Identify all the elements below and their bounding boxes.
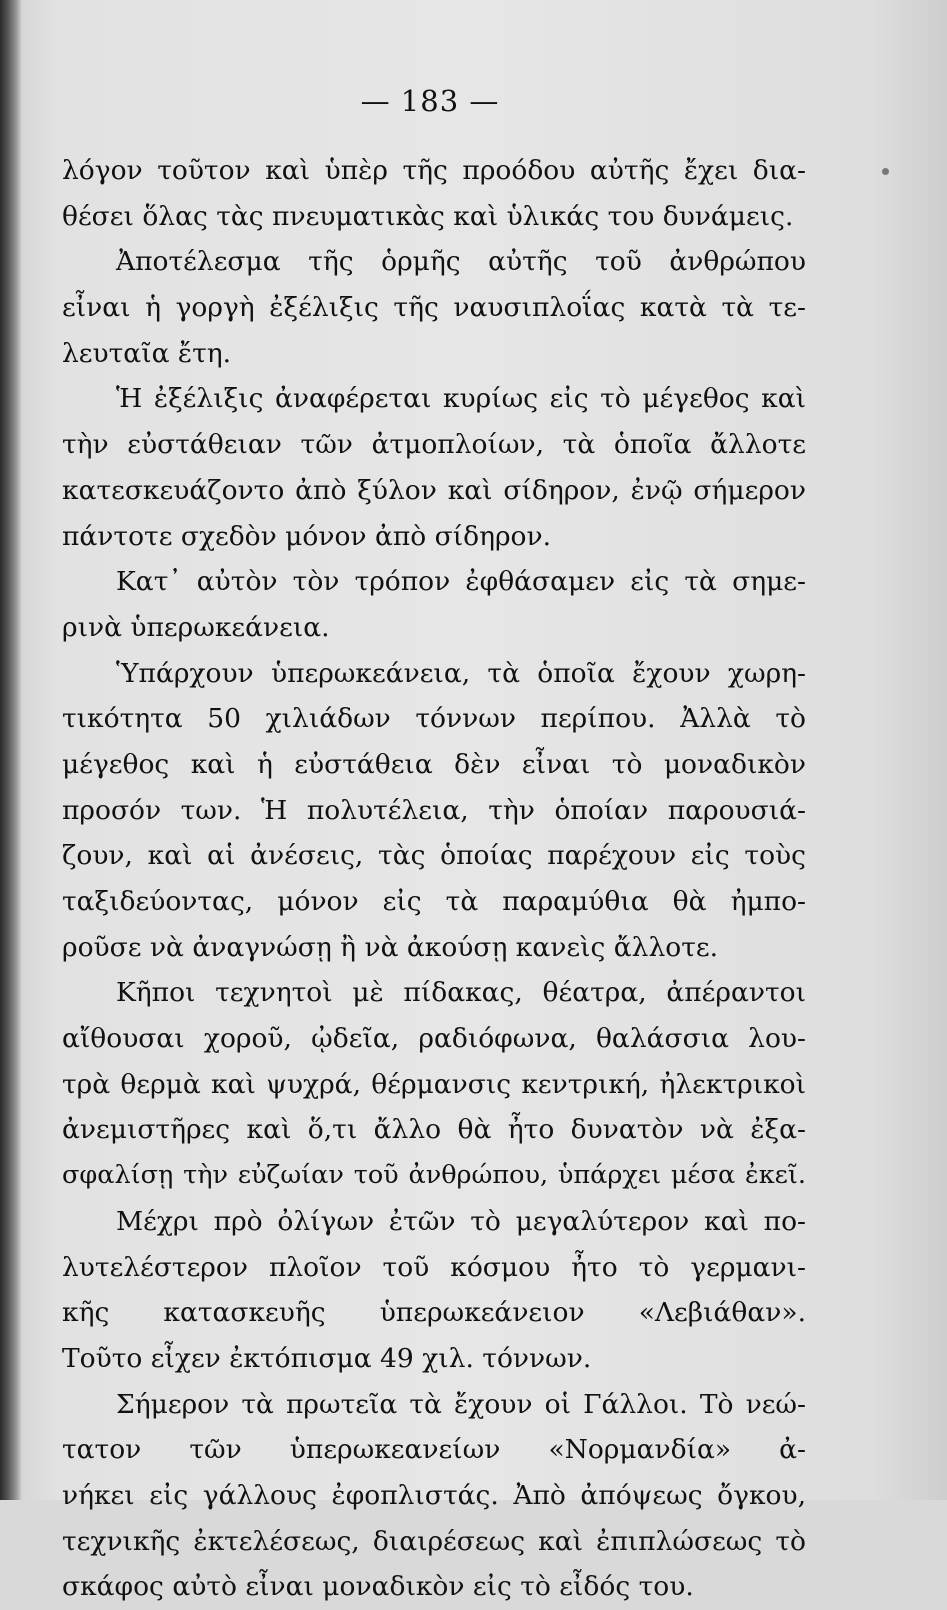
text-line: εἶναι ἡ γοργὴ ἐξέλιξις τῆς ναυσιπλοΐας κατὰ τὰ τε-: [62, 292, 806, 324]
text-line: ροῦσε νὰ ἀναγνώσῃ ἢ νὰ ἀκούσῃ κανεὶς ἄλλοτε.: [62, 931, 719, 963]
body-text: [62, 148, 806, 1610]
text-line: ταξιδεύοντας, μόνον εἰς τὰ παραμύθια θὰ ἠμπο-: [62, 886, 806, 917]
text-line: τρὰ θερμὰ καὶ ψυχρά, θέρμανσις κεντρική, ἠλεκτρικοὶ: [62, 1068, 806, 1100]
text-line: Μέχρι πρὸ ὀλίγων ἐτῶν τὸ μεγαλύτερον καὶ πο-: [116, 1205, 806, 1237]
text-line: τὴν εὐστάθειαν τῶν ἀτμοπλοίων, τὰ ὁποῖα ἄλλοτε: [62, 429, 806, 461]
text-line: αἴθουσαι χοροῦ, ᾠδεῖα, ραδιόφωνα, θαλάσσια λου-: [62, 1023, 806, 1055]
text-line: μέγεθος καὶ ἡ εὐστάθεια δὲν εἶναι τὸ μοναδικὸν: [62, 748, 806, 780]
text-line: Ὑπάρχουν ὑπερωκεάνεια, τὰ ὁποῖα ἔχουν χωρη-: [116, 657, 806, 689]
text-line: ζουν, καὶ αἱ ἀνέσεις, τὰς ὁποίας παρέχουν εἰς τοὺς: [62, 840, 806, 872]
text-line: λυτελέστερον πλοῖον τοῦ κόσμου ἦτο τὸ γερμανι-: [62, 1251, 806, 1283]
text-line: προσόν των. Ἡ πολυτέλεια, τὴν ὁποίαν παρουσιά-: [62, 794, 806, 826]
text-line: τεχνικῆς ἐκτελέσεως, διαιρέσεως καὶ ἐπιπλώσεως τὸ: [62, 1525, 806, 1557]
text-line: Κατ᾿ αὐτὸν τὸν τρόπον ἐφθάσαμεν εἰς τὰ σημε-: [116, 566, 806, 598]
text-line: νήκει εἰς γάλλους ἐφοπλιστάς. Ἀπὸ ἀπόψεως ὄγκου,: [62, 1479, 806, 1511]
text-line: τατον τῶν ὑπερωκεανείων «Νορμανδία» ἀ-: [62, 1434, 806, 1466]
text-line: κῆς κατασκευῆς ὑπερωκεάνειον «Λεβιάθαν».: [62, 1297, 806, 1329]
text-line: λόγον τοῦτον καὶ ὑπὲρ τῆς προόδου αὐτῆς ἔχει δια-: [62, 155, 806, 186]
text-line: τικότητα 50 χιλιάδων τόννων περίπου. Ἀλλὰ τὸ: [62, 703, 806, 735]
text-line: κατεσκευάζοντο ἀπὸ ξύλον καὶ σίδηρον, ἐνῷ σήμερον: [62, 474, 806, 506]
text-line: Κῆποι τεχνητοὶ μὲ πίδακας, θέατρα, ἀπέραντοι: [116, 977, 806, 1009]
text-line: Τοῦτο εἶχεν ἐκτόπισμα 49 χιλ. τόννων.: [62, 1342, 592, 1374]
text-line: πάντοτε σχεδὸν μόνον ἀπὸ σίδηρον.: [62, 520, 552, 552]
text-line: ἀνεμιστῆρες καὶ ὅ,τι ἄλλο θὰ ἦτο δυνατὸν νὰ ἐξα-: [62, 1114, 806, 1146]
text-line: Σήμερον τὰ πρωτεῖα τὰ ἔχουν οἱ Γάλλοι. Τὸ νεώ-: [116, 1388, 806, 1420]
text-line: σφαλίσῃ τὴν εὐζωίαν τοῦ ἀνθρώπου, ὑπάρχει μέσα ἐκεῖ.: [62, 1160, 806, 1191]
text-line: ρινὰ ὑπερωκεάνεια.: [62, 611, 330, 643]
page-speck: [882, 168, 889, 175]
text-line: θέσει ὅλας τὰς πνευματικὰς καὶ ὑλικάς του δυνάμεις.: [62, 200, 794, 232]
text-line: λευταῖα ἔτη.: [62, 337, 232, 369]
text-line: σκάφος αὐτὸ εἶναι μοναδικὸν εἰς τὸ εἶδός του.: [62, 1571, 694, 1603]
text-line: Ἡ ἐξέλιξις ἀναφέρεται κυρίως εἰς τὸ μέγεθος καὶ: [116, 383, 806, 415]
text-line: Ἀποτέλεσμα τῆς ὁρμῆς αὐτῆς τοῦ ἀνθρώπου: [116, 246, 806, 278]
page-number: — 183 —: [360, 84, 500, 118]
book-spine-shadow: [0, 0, 22, 1500]
